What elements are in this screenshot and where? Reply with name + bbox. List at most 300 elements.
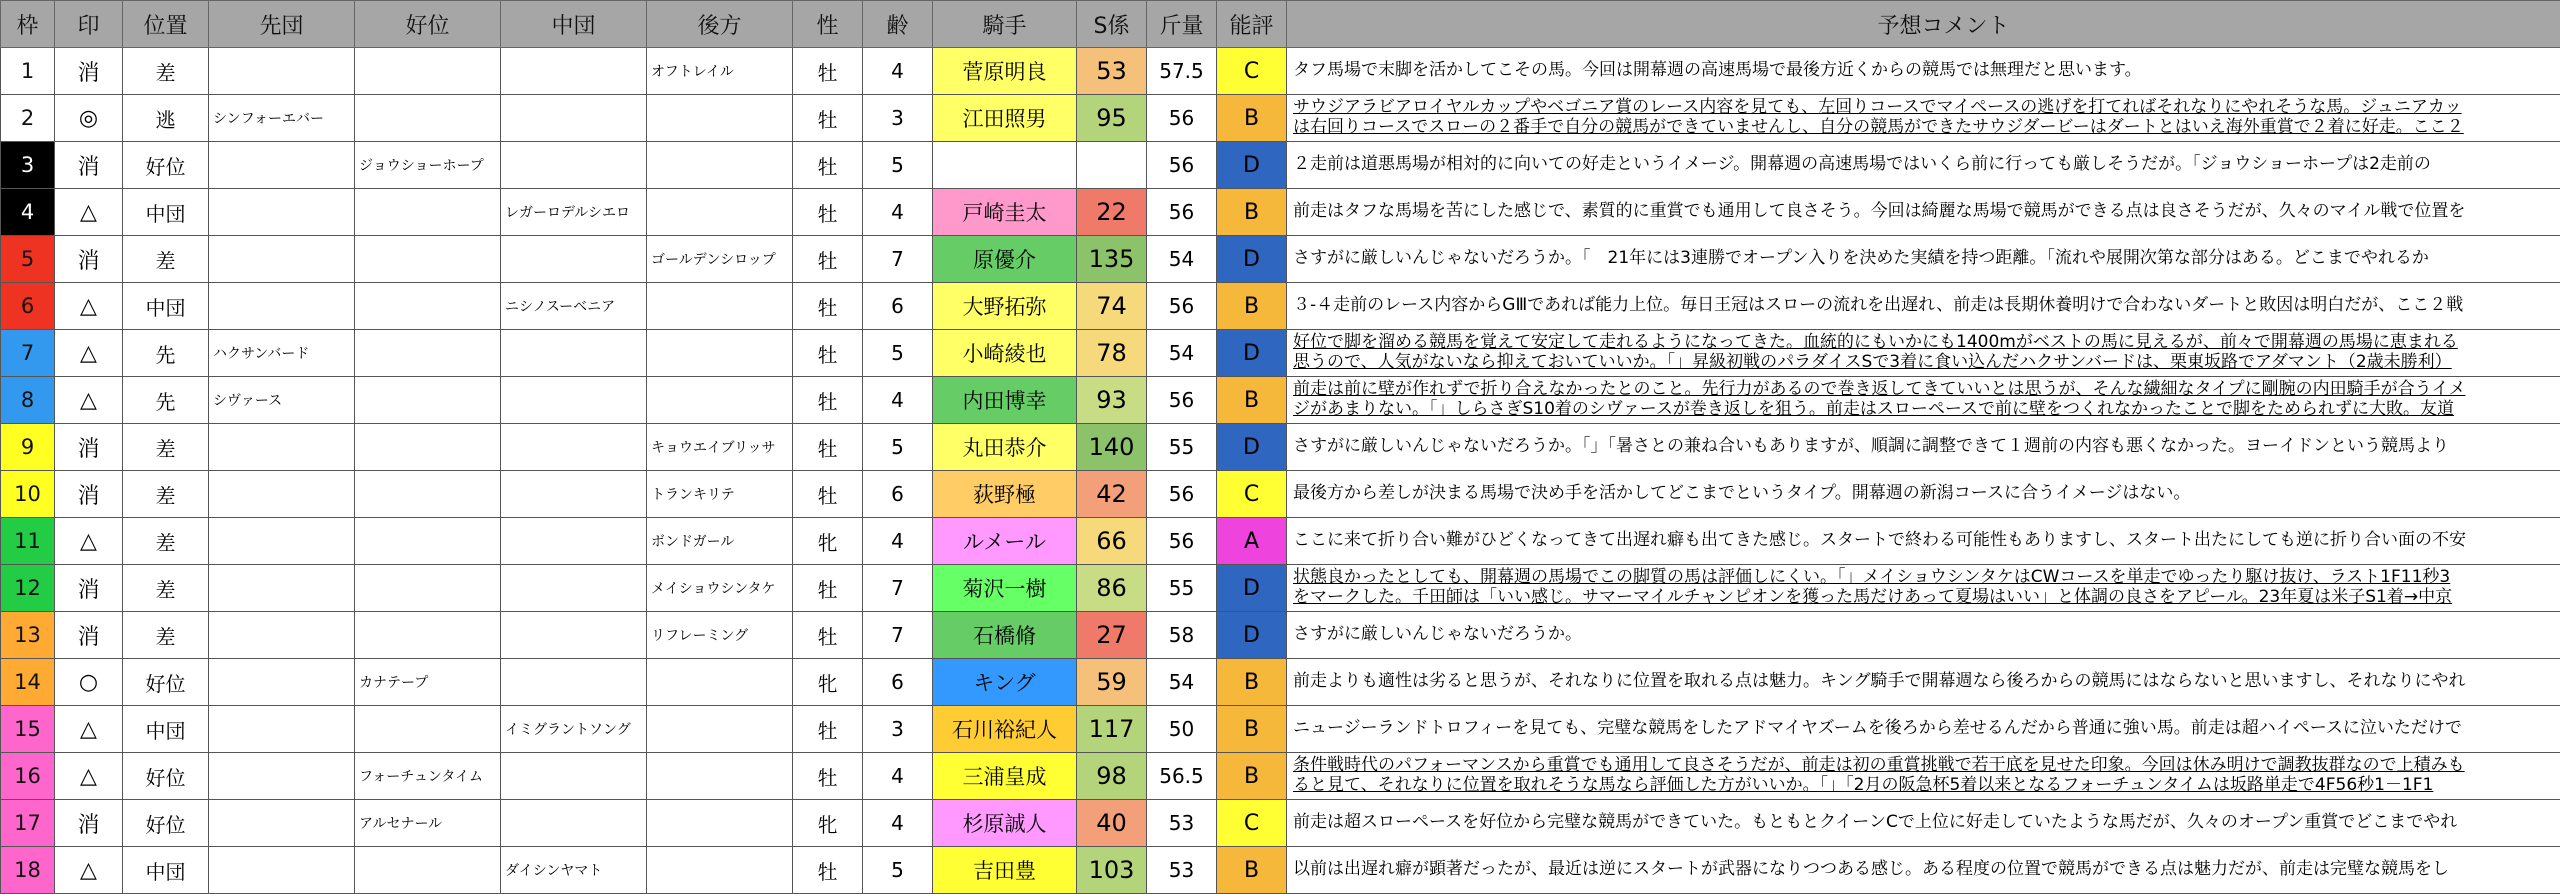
mark-cell: △ xyxy=(55,330,123,377)
s-cell: 98 xyxy=(1077,753,1147,800)
mark-cell: 消 xyxy=(55,424,123,471)
frame-cell: 17 xyxy=(1,800,55,847)
sex-cell: 牡 xyxy=(793,753,863,800)
header-jockey[interactable]: 騎手 xyxy=(933,1,1077,48)
position-cell: 先 xyxy=(123,377,209,424)
table-row[interactable] xyxy=(1,753,2560,800)
kouhou-cell xyxy=(647,847,793,894)
weight-cell: 54 xyxy=(1147,330,1217,377)
frame-cell: 7 xyxy=(1,330,55,377)
jockey-cell: 丸田恭介 xyxy=(933,424,1077,471)
koui-cell xyxy=(355,48,501,95)
table-row[interactable] xyxy=(1,189,2560,236)
jockey-cell: 石橋脩 xyxy=(933,612,1077,659)
comment-cell xyxy=(1287,95,2560,142)
header-age[interactable]: 齢 xyxy=(863,1,933,48)
mark-cell: ○ xyxy=(55,659,123,706)
weight-cell: 56 xyxy=(1147,471,1217,518)
frame-cell: 9 xyxy=(1,424,55,471)
rating-cell: B xyxy=(1217,706,1287,753)
rating-cell: C xyxy=(1217,800,1287,847)
jockey-cell: キング xyxy=(933,659,1077,706)
chudan-cell xyxy=(501,471,647,518)
sex-cell: 牡 xyxy=(793,95,863,142)
jockey-cell xyxy=(933,142,1077,189)
sex-cell: 牝 xyxy=(793,659,863,706)
rating-cell: B xyxy=(1217,377,1287,424)
age-cell: 4 xyxy=(863,518,933,565)
sex-cell: 牡 xyxy=(793,847,863,894)
comment-cell xyxy=(1287,330,2560,377)
koui-cell xyxy=(355,847,501,894)
age-cell: 7 xyxy=(863,236,933,283)
koui-cell: アルセナール xyxy=(355,800,501,847)
frame-cell: 6 xyxy=(1,283,55,330)
weight-cell: 54 xyxy=(1147,236,1217,283)
chudan-cell xyxy=(501,95,647,142)
jockey-cell: 戸崎圭太 xyxy=(933,189,1077,236)
comment-line: さすがに厳しいんじゃないだろうか。「」「暑さとの兼ね合いもありますが、順調に調整できて１週前の内容も悪くなかった。ヨーイドンという競馬より xyxy=(1293,436,2449,456)
koui-cell: カナテープ xyxy=(355,659,501,706)
rating-cell: D xyxy=(1217,612,1287,659)
s-cell: 95 xyxy=(1077,95,1147,142)
sex-cell: 牡 xyxy=(793,612,863,659)
table-row[interactable] xyxy=(1,659,2560,706)
header-kouhou[interactable]: 後方 xyxy=(647,1,793,48)
position-cell: 好位 xyxy=(123,142,209,189)
mark-cell: 消 xyxy=(55,800,123,847)
jockey-cell: 原優介 xyxy=(933,236,1077,283)
frame-cell: 15 xyxy=(1,706,55,753)
position-cell: 差 xyxy=(123,471,209,518)
header-chudan[interactable]: 中団 xyxy=(501,1,647,48)
sendan-cell xyxy=(209,424,355,471)
s-cell: 66 xyxy=(1077,518,1147,565)
mark-cell: △ xyxy=(55,518,123,565)
comment-cell xyxy=(1287,518,2560,565)
frame-cell: 8 xyxy=(1,377,55,424)
sendan-cell xyxy=(209,565,355,612)
rating-cell: D xyxy=(1217,330,1287,377)
comment-cell xyxy=(1287,565,2560,612)
frame-cell: 3 xyxy=(1,142,55,189)
s-cell xyxy=(1077,142,1147,189)
mark-cell: △ xyxy=(55,753,123,800)
header-row xyxy=(1,1,2560,48)
comment-cell xyxy=(1287,236,2560,283)
age-cell: 3 xyxy=(863,706,933,753)
sendan-cell xyxy=(209,48,355,95)
jockey-cell: 菊沢一樹 xyxy=(933,565,1077,612)
s-cell: 78 xyxy=(1077,330,1147,377)
kouhou-cell xyxy=(647,377,793,424)
sex-cell: 牡 xyxy=(793,471,863,518)
kouhou-cell: オフトレイル xyxy=(647,48,793,95)
frame-cell: 2 xyxy=(1,95,55,142)
chudan-cell xyxy=(501,659,647,706)
jockey-cell: ルメール xyxy=(933,518,1077,565)
position-cell: 好位 xyxy=(123,800,209,847)
comment-line: 前走は超スローペースを好位から完璧な競馬ができていた。もともとクイーンCで上位に好走していたような馬だが、久々のオープン重賞でどこまでやれ xyxy=(1293,812,2457,832)
kouhou-cell: ゴールデンシロップ xyxy=(647,236,793,283)
mark-cell: ◎ xyxy=(55,95,123,142)
position-cell: 差 xyxy=(123,518,209,565)
comment-cell xyxy=(1287,283,2560,330)
s-cell: 40 xyxy=(1077,800,1147,847)
chudan-cell xyxy=(501,236,647,283)
weight-cell: 57.5 xyxy=(1147,48,1217,95)
chudan-cell xyxy=(501,565,647,612)
kouhou-cell: リフレーミング xyxy=(647,612,793,659)
comment-line: ニュージーランドトロフィーを見ても、完璧な競馬をしたアドマイヤズームを後ろから差せるんだから普通に強い馬。前走は超ハイペースに泣いただけで xyxy=(1293,718,2462,738)
weight-cell: 50 xyxy=(1147,706,1217,753)
position-cell: 中団 xyxy=(123,847,209,894)
mark-cell: 消 xyxy=(55,565,123,612)
mark-cell: △ xyxy=(55,283,123,330)
position-cell: 先 xyxy=(123,330,209,377)
mark-cell: 消 xyxy=(55,48,123,95)
koui-cell xyxy=(355,471,501,518)
jockey-cell: 江田照男 xyxy=(933,95,1077,142)
sendan-cell xyxy=(209,471,355,518)
sendan-cell xyxy=(209,706,355,753)
weight-cell: 56 xyxy=(1147,283,1217,330)
comment-cell xyxy=(1287,800,2560,847)
header-mark[interactable]: 印 xyxy=(55,1,123,48)
s-cell: 86 xyxy=(1077,565,1147,612)
weight-cell: 55 xyxy=(1147,565,1217,612)
weight-cell: 56 xyxy=(1147,189,1217,236)
koui-cell xyxy=(355,95,501,142)
age-cell: 6 xyxy=(863,471,933,518)
kouhou-cell xyxy=(647,95,793,142)
koui-cell: フォーチュンタイム xyxy=(355,753,501,800)
header-koui[interactable]: 好位 xyxy=(355,1,501,48)
header-s[interactable]: S係 xyxy=(1077,1,1147,48)
comment-cell xyxy=(1287,847,2560,894)
comment-cell xyxy=(1287,189,2560,236)
position-cell: 好位 xyxy=(123,753,209,800)
position-cell: 差 xyxy=(123,612,209,659)
sex-cell: 牝 xyxy=(793,518,863,565)
kouhou-cell xyxy=(647,330,793,377)
header-rating[interactable]: 能評 xyxy=(1217,1,1287,48)
comment-line: 前走はタフな馬場を苦にした感じで、素質的に重賞でも通用して良さそう。今回は綺麗な馬場で競馬ができる点は良さそうだが、久々のマイル戦で位置を xyxy=(1293,201,2465,221)
age-cell: 7 xyxy=(863,612,933,659)
age-cell: 6 xyxy=(863,659,933,706)
kouhou-cell: キョウエイブリッサ xyxy=(647,424,793,471)
sendan-cell xyxy=(209,518,355,565)
sendan-cell xyxy=(209,283,355,330)
weight-cell: 56 xyxy=(1147,377,1217,424)
frame-cell: 12 xyxy=(1,565,55,612)
jockey-cell: 菅原明良 xyxy=(933,48,1077,95)
age-cell: 4 xyxy=(863,48,933,95)
kouhou-cell xyxy=(647,659,793,706)
header-weight[interactable]: 斤量 xyxy=(1147,1,1217,48)
rating-cell: B xyxy=(1217,753,1287,800)
comment-line: 状態良かったとしても、開幕週の馬場でこの脚質の馬は評価しにくい。「」メイショウシンタケはCWコースを単走でゆったり駆け抜け、ラスト1F11秒3 xyxy=(1293,567,2560,587)
comment-line: をマークした。千田師は「いい感じ。サマーマイルチャンピオンを獲った馬だけあって夏場はいい」と体調の良さをアピール。23年夏は米子S1着→中京 xyxy=(1293,587,2560,607)
s-cell: 74 xyxy=(1077,283,1147,330)
comment-line: タフ馬場で末脚を活かしてこその馬。今回は開幕週の高速馬場で最後方近くからの競馬では無理だと思います。 xyxy=(1293,60,2142,80)
frame-cell: 18 xyxy=(1,847,55,894)
rating-cell: B xyxy=(1217,189,1287,236)
s-cell: 93 xyxy=(1077,377,1147,424)
koui-cell xyxy=(355,424,501,471)
comment-cell xyxy=(1287,142,2560,189)
kouhou-cell: ボンドガール xyxy=(647,518,793,565)
table-row[interactable] xyxy=(1,471,2560,518)
age-cell: 5 xyxy=(863,424,933,471)
mark-cell: △ xyxy=(55,847,123,894)
rating-cell: B xyxy=(1217,95,1287,142)
weight-cell: 56 xyxy=(1147,142,1217,189)
comment-line: サウジアラビアロイヤルカップやベゴニア賞のレース内容を見ても、左回りコースでマイペースの逃げを打てればそれなりにやれそうな馬。ジュニアカッ xyxy=(1293,97,2560,117)
table-row[interactable] xyxy=(1,565,2560,612)
rating-cell: B xyxy=(1217,659,1287,706)
age-cell: 5 xyxy=(863,330,933,377)
header-position[interactable]: 位置 xyxy=(123,1,209,48)
comment-cell xyxy=(1287,753,2560,800)
s-cell: 140 xyxy=(1077,424,1147,471)
rating-cell: C xyxy=(1217,471,1287,518)
comment-line: 好位で脚を溜める競馬を覚えて安定して走れるようになってきた。血統的にもいかにも1400mがベストの馬に見えるが、前々で開幕週の馬場に恵まれる xyxy=(1293,332,2560,352)
comment-line: 条件戦時代のパフォーマンスから重賞でも通用して良さそうだが、前走は初の重賞挑戦で若干底を見せた印象。今回は休み明けで調教抜群なので上積みも xyxy=(1293,755,2560,775)
kouhou-cell xyxy=(647,753,793,800)
sendan-cell: シヴァース xyxy=(209,377,355,424)
jockey-cell: 吉田豊 xyxy=(933,847,1077,894)
koui-cell xyxy=(355,518,501,565)
frame-cell: 13 xyxy=(1,612,55,659)
chudan-cell xyxy=(501,48,647,95)
age-cell: 4 xyxy=(863,800,933,847)
kouhou-cell: トランキリテ xyxy=(647,471,793,518)
table-row[interactable] xyxy=(1,424,2560,471)
header-comment[interactable]: 予想コメント xyxy=(1287,1,2560,48)
position-cell: 逃 xyxy=(123,95,209,142)
chudan-cell xyxy=(501,753,647,800)
s-cell: 117 xyxy=(1077,706,1147,753)
comment-cell xyxy=(1287,659,2560,706)
mark-cell: △ xyxy=(55,706,123,753)
chudan-cell: ニシノスーベニア xyxy=(501,283,647,330)
jockey-cell: 荻野極 xyxy=(933,471,1077,518)
comment-line: さすがに厳しいんじゃないだろうか。「 21年には3連勝でオープン入りを決めた実績を持つ距離。「流れや展開次第な部分はある。どこまでやれるか xyxy=(1293,248,2429,268)
comment-line: 前走は前に壁が作れずで折り合えなかったとのこと。先行力があるので巻き返してきていいとは思うが、そんな繊細なタイプに剛腕の内田騎手が合うイメ xyxy=(1293,379,2560,399)
comment-line: 以前は出遅れ癖が顕著だったが、最近は逆にスタートが武器になりつつある感じ。ある程度の位置で競馬ができる点は魅力だが、前走は完璧な競馬をし xyxy=(1293,859,2449,879)
frame-cell: 10 xyxy=(1,471,55,518)
chudan-cell xyxy=(501,800,647,847)
frame-cell: 5 xyxy=(1,236,55,283)
mark-cell: 消 xyxy=(55,471,123,518)
mark-cell: 消 xyxy=(55,142,123,189)
jockey-cell: 小崎綾也 xyxy=(933,330,1077,377)
header-sendan[interactable]: 先団 xyxy=(209,1,355,48)
sex-cell: 牡 xyxy=(793,283,863,330)
rating-cell: A xyxy=(1217,518,1287,565)
koui-cell xyxy=(355,330,501,377)
table-row[interactable] xyxy=(1,847,2560,894)
comment-line: 最後方から差しが決まる馬場で決め手を活かしてどこまでというタイプ。開幕週の新潟コースに合うイメージはない。 xyxy=(1293,483,2190,503)
age-cell: 5 xyxy=(863,142,933,189)
jockey-cell: 杉原誠人 xyxy=(933,800,1077,847)
mark-cell: 消 xyxy=(55,612,123,659)
position-cell: 差 xyxy=(123,48,209,95)
sex-cell: 牡 xyxy=(793,48,863,95)
chudan-cell xyxy=(501,424,647,471)
sex-cell: 牡 xyxy=(793,377,863,424)
rating-cell: D xyxy=(1217,142,1287,189)
comment-cell xyxy=(1287,471,2560,518)
age-cell: 3 xyxy=(863,95,933,142)
sendan-cell xyxy=(209,847,355,894)
comment-line: ジがあまりない。「」しらさぎS10着のシヴァースが巻き返しを狙う。前走はスローペースで前に壁をつくれなかったことで脚をためられずに大敗。友道 xyxy=(1293,399,2560,419)
rating-cell: D xyxy=(1217,565,1287,612)
s-cell: 103 xyxy=(1077,847,1147,894)
position-cell: 差 xyxy=(123,424,209,471)
s-cell: 42 xyxy=(1077,471,1147,518)
sex-cell: 牡 xyxy=(793,330,863,377)
table-row[interactable] xyxy=(1,142,2560,189)
s-cell: 53 xyxy=(1077,48,1147,95)
comment-line: ３-４走前のレース内容からGⅢであれば能力上位。毎日王冠はスローの流れを出遅れ、前走は長期休養明けで合わないダートと敗因は明白だが、ここ２戦 xyxy=(1293,295,2463,315)
age-cell: 6 xyxy=(863,283,933,330)
rating-cell: C xyxy=(1217,48,1287,95)
position-cell: 中団 xyxy=(123,189,209,236)
s-cell: 27 xyxy=(1077,612,1147,659)
chudan-cell xyxy=(501,612,647,659)
jockey-cell: 三浦皇成 xyxy=(933,753,1077,800)
kouhou-cell xyxy=(647,706,793,753)
sendan-cell: シンフォーエバー xyxy=(209,95,355,142)
age-cell: 5 xyxy=(863,847,933,894)
sex-cell: 牡 xyxy=(793,565,863,612)
s-cell: 22 xyxy=(1077,189,1147,236)
table-row[interactable] xyxy=(1,612,2560,659)
kouhou-cell xyxy=(647,800,793,847)
comment-cell xyxy=(1287,612,2560,659)
frame-cell: 1 xyxy=(1,48,55,95)
jockey-cell: 石川裕紀人 xyxy=(933,706,1077,753)
age-cell: 4 xyxy=(863,189,933,236)
comment-line: ると見て、それなりに位置を取れそうな馬なら評価した方がいいか。「」「2月の阪急杯5着以来となるフォーチュンタイムは坂路単走で4F56秒1－1F1 xyxy=(1293,775,2560,795)
sex-cell: 牡 xyxy=(793,706,863,753)
comment-line: 前走よりも適性は劣ると思うが、それなりに位置を取れる点は魅力。キング騎手で開幕週なら後ろからの競馬にはならないと思いますし、それなりにやれ xyxy=(1293,671,2466,691)
comment-line: さすがに厳しいんじゃないだろうか。 xyxy=(1293,624,1582,644)
sex-cell: 牡 xyxy=(793,424,863,471)
frame-cell: 4 xyxy=(1,189,55,236)
weight-cell: 56.5 xyxy=(1147,753,1217,800)
age-cell: 4 xyxy=(863,377,933,424)
koui-cell xyxy=(355,565,501,612)
table-row[interactable] xyxy=(1,236,2560,283)
kouhou-cell xyxy=(647,189,793,236)
table-row[interactable] xyxy=(1,48,2560,95)
weight-cell: 54 xyxy=(1147,659,1217,706)
comment-line: 思うので、人気がないなら抑えておいていいか。「」昇級初戦のパラダイスSで3着に食い込んだハクサンバードは、栗東坂路でアダマント（2歳未勝利） xyxy=(1293,352,2560,372)
comment-cell xyxy=(1287,377,2560,424)
chudan-cell: イミグラントソング xyxy=(501,706,647,753)
age-cell: 7 xyxy=(863,565,933,612)
sex-cell: 牝 xyxy=(793,800,863,847)
sendan-cell: ハクサンバード xyxy=(209,330,355,377)
position-cell: 好位 xyxy=(123,659,209,706)
sendan-cell xyxy=(209,800,355,847)
position-cell: 中団 xyxy=(123,706,209,753)
koui-cell xyxy=(355,236,501,283)
age-cell: 4 xyxy=(863,753,933,800)
sendan-cell xyxy=(209,753,355,800)
table-row[interactable] xyxy=(1,283,2560,330)
mark-cell: △ xyxy=(55,189,123,236)
frame-cell: 16 xyxy=(1,753,55,800)
position-cell: 中団 xyxy=(123,283,209,330)
header-frame[interactable]: 枠 xyxy=(1,1,55,48)
comment-line: ここに来て折り合い難がひどくなってきて出遅れ癖も出てきた感じ。スタートで終わる可能性もありますし、スタート出たにしても逆に折り合い面の不安 xyxy=(1293,530,2466,550)
table-row[interactable] xyxy=(1,706,2560,753)
kouhou-cell xyxy=(647,142,793,189)
s-cell: 135 xyxy=(1077,236,1147,283)
koui-cell xyxy=(355,377,501,424)
koui-cell xyxy=(355,283,501,330)
weight-cell: 56 xyxy=(1147,95,1217,142)
comment-cell xyxy=(1287,48,2560,95)
rating-cell: D xyxy=(1217,236,1287,283)
koui-cell xyxy=(355,612,501,659)
sex-cell: 牡 xyxy=(793,236,863,283)
header-sex[interactable]: 性 xyxy=(793,1,863,48)
comment-cell xyxy=(1287,424,2560,471)
sendan-cell xyxy=(209,189,355,236)
koui-cell: ジョウショーホープ xyxy=(355,142,501,189)
table-row[interactable] xyxy=(1,330,2560,377)
weight-cell: 53 xyxy=(1147,800,1217,847)
mark-cell: 消 xyxy=(55,236,123,283)
weight-cell: 53 xyxy=(1147,847,1217,894)
chudan-cell: レガーロデルシエロ xyxy=(501,189,647,236)
frame-cell: 11 xyxy=(1,518,55,565)
sendan-cell xyxy=(209,236,355,283)
weight-cell: 55 xyxy=(1147,424,1217,471)
table-row[interactable] xyxy=(1,95,2560,142)
chudan-cell xyxy=(501,518,647,565)
table-row[interactable] xyxy=(1,518,2560,565)
table-row[interactable] xyxy=(1,377,2560,424)
chudan-cell xyxy=(501,377,647,424)
comment-line: ２走前は道悪馬場が相対的に向いての好走というイメージ。開幕週の高速馬場ではいくら前に行っても厳しそうだが。「ジョウショーホープは2走前の xyxy=(1293,154,2431,174)
sendan-cell xyxy=(209,142,355,189)
comment-cell xyxy=(1287,706,2560,753)
jockey-cell: 内田博幸 xyxy=(933,377,1077,424)
sex-cell: 牡 xyxy=(793,142,863,189)
sendan-cell xyxy=(209,612,355,659)
koui-cell xyxy=(355,189,501,236)
chudan-cell: ダイシンヤマト xyxy=(501,847,647,894)
rating-cell: B xyxy=(1217,283,1287,330)
position-cell: 差 xyxy=(123,565,209,612)
sendan-cell xyxy=(209,659,355,706)
rating-cell: B xyxy=(1217,847,1287,894)
jockey-cell: 大野拓弥 xyxy=(933,283,1077,330)
sex-cell: 牡 xyxy=(793,189,863,236)
chudan-cell xyxy=(501,142,647,189)
koui-cell xyxy=(355,706,501,753)
s-cell: 59 xyxy=(1077,659,1147,706)
table-body xyxy=(1,48,2560,894)
chudan-cell xyxy=(501,330,647,377)
table-row[interactable] xyxy=(1,800,2560,847)
